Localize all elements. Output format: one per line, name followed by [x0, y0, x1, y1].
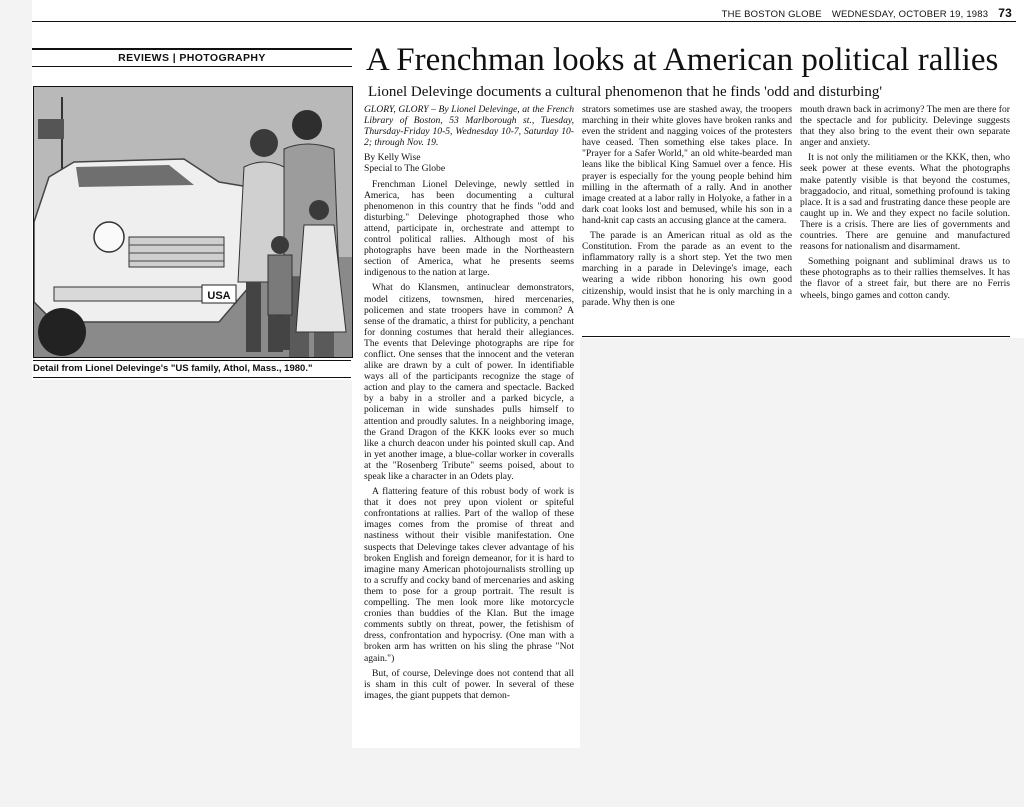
masthead-date: WEDNESDAY, OCTOBER 19, 1983: [831, 9, 989, 20]
headline: A Frenchman looks at American political rallies: [366, 42, 999, 78]
license-plate: USA: [207, 290, 231, 302]
column-end-rule: [582, 336, 1010, 337]
exhibit-credits: GLORY, GLORY – By Lionel Delevinge, at the French Library of Boston, 53 Marlborough st., Tuesday, Thursday-Friday 10-5, Wednesday 10-7, Saturday 10-2; through Nov. 19.: [364, 104, 574, 149]
byline-author: By Kelly Wise: [364, 152, 421, 164]
paragraph: It is not only the militiamen or the KKK, then, who seek power at these events. What the photographs make patently visible is that beyond the costumes, braggadocio, and ritual, something profound is taking place. It is a sad and frustrating dance these people are caught up in. We and they expect no facile solution. There is a crisis. There are lies of governments and countries. There are genuine and manufactured reasons for nationalism and disarmament.: [800, 152, 1010, 253]
paragraph: Something poignant and subliminal draws us to these photographs as to their rallies themselves. It has the flavor of a street fair, but there are no Ferris wheels, bingo games and cotton candy.: [800, 256, 1010, 301]
article-column-3: [800, 104, 1010, 305]
family-photo-icon: [34, 87, 352, 357]
byline: [364, 152, 574, 174]
subheadline: Lionel Delevinge documents a cultural phenomenon that he finds 'odd and disturbing': [368, 84, 883, 100]
paragraph: The parade is an American ritual as old as the Constitution. From the parade as an event to the inflammatory rally is a short step. Yet the two men marching in a parade in Delevinge's image, each wearing a wide ribbon honoring his own good citizenship, would insist that he is only marching in a parade. Why then is one: [582, 230, 792, 308]
section-rule-top: [32, 48, 352, 50]
paragraph: strators sometimes use are stashed away, the troopers marching in their white gloves have broken ranks and even the strident and nagging voices of the protesters have ceased. Then something else takes place. In "Prayer for a Safer World," an old white-bearded man leans like the biblical King Samuel over a fence. His prayer is especially for the young people behind him milling in the aftermath of a rally. And in another image created at a labor rally in Holyoke, a father in a dark coat looks lost and bemused, while his son in a hand-knit cap casts an accusing glance at the camera.: [582, 104, 792, 226]
paragraph: What do Klansmen, antinuclear demonstrators, model citizens, townsmen, hired mercenaries, policemen and state troopers have in common? A sense of the dramatic, a thirst for publicity, a penchant for donning costumes that herald their allegiances. The events that Delevinge photographs are ripe for conflict. One senses that the innocent and the veteran alike are drawn by a cult of power. In identifiable ways all of the participants recognize the stage of action and play to the camera and spectacle. Backed by a baby in a stroller and a parked bicycle, a policeman in wide sunshades pulls himself to attention and proudly salutes. In a neighboring image, the Grand Dragon of the KKK looks ever so much like a church deacon under his pointed skull cap. And in yet another image, a blue-collar worker in coveralls at the "Rosenberg Tribute" seems poised, about to speak like a character in an Odets play.: [364, 282, 574, 482]
paragraph: Frenchman Lionel Delevinge, newly settled in America, has been documenting a cultural phenomenon in this country that he finds "odd and disturbing." Delevinge photographed those who attend, participate in, orchestrate and attempt to control political rallies. Although most of his photographs have been made in the Northeastern section of America, what he presents seems indigenous to the nation at large.: [364, 178, 574, 279]
article-column-1: [364, 104, 574, 705]
byline-affiliation: Special to The Globe: [364, 163, 446, 175]
paragraph: A flattering feature of this robust body of work is that it does not prey upon violent or spiteful confrontations at rallies. Part of the wallop of these images comes from the promise of threat and nastiness without their visible manifestation. One suspects that Delevinge takes clever advantage of his broken English and foreign demeanor, for it is hard to imagine many American photojournalists strolling up to a scruffy and cocky band of mercenaries and asking them to pose for a group portrait. The result is compelling. The men look more like motorcycle cronies than buddies of the Klan. But the image comments subtly on threat, power, the fetishism of dress, confrontation and hypocrisy. (One man with a broken arm has written on his sling the phrase "Not again."): [364, 486, 574, 664]
masthead-rule: [32, 21, 1016, 22]
paragraph: But, of course, Delevinge does not contend that all is sham in this cult of power. In several of these images, the giant puppets that demon-: [364, 667, 574, 701]
article-column-2: [582, 104, 792, 312]
page-number: 73: [998, 6, 1012, 20]
masthead: [722, 6, 1012, 20]
photo-caption: Detail from Lionel Delevinge's "US family, Athol, Mass., 1980.": [33, 360, 351, 378]
section-header: [32, 48, 352, 67]
scan-background: [352, 748, 1024, 807]
masthead-paper: THE BOSTON GLOBE: [721, 9, 822, 20]
article-photo: [33, 86, 353, 358]
scan-background: [0, 380, 352, 807]
section-rule-bottom: [32, 66, 352, 67]
scan-background: [580, 338, 1024, 748]
paragraph: mouth drawn back in acrimony? The men are there for the spectacle and for publicity. Delevinge suggests that they also bring to the event their own separate anger and anxiety.: [800, 104, 1010, 149]
section-label: REVIEWS | PHOTOGRAPHY: [118, 52, 266, 64]
